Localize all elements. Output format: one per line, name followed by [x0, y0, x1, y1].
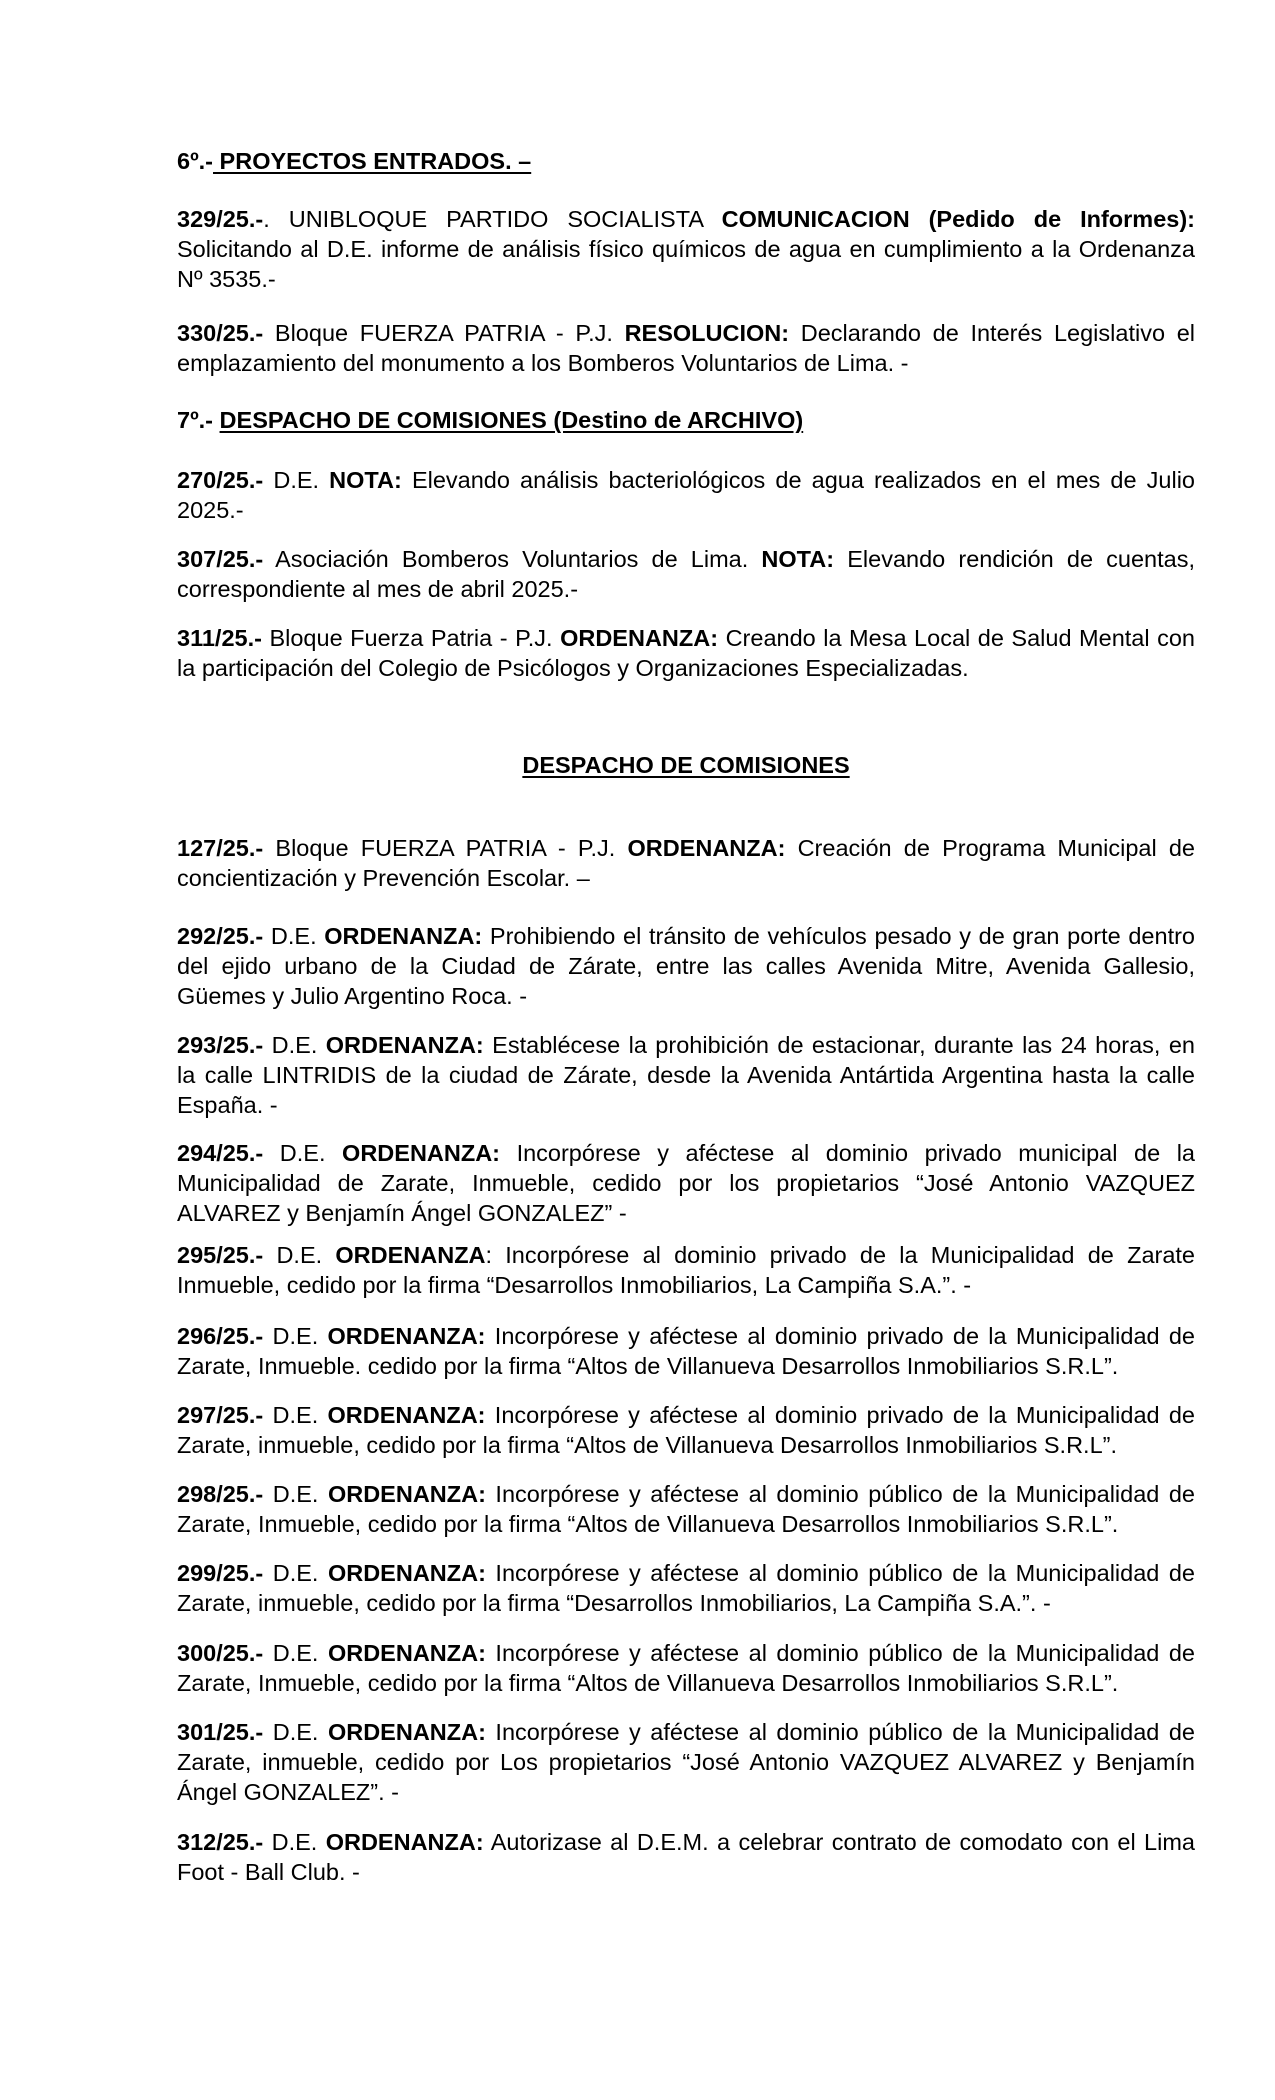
entry-author: D.E. — [263, 1032, 326, 1058]
section-title: PROYECTOS ENTRADOS. – — [213, 148, 532, 174]
entry-text: Creando la Mesa Local de Salud Mental con la participación del Colegio de Psicólogos y Organizaciones Especializadas. — [177, 625, 1195, 681]
entry-type: ORDENANZA: — [327, 1402, 486, 1428]
entry-id: 311/25.- — [177, 625, 262, 651]
entry-text: Incorpórese y aféctese al dominio público de la Municipalidad de Zarate, inmueble, cedido por Los propietarios “José Antonio VAZQUEZ ALVAREZ y Benjamín Ángel GONZALEZ”. - — [177, 1719, 1195, 1805]
entry-330-25 — [177, 318, 1195, 378]
entry-author: D.E. — [263, 1402, 328, 1428]
entry-type: ORDENANZA: — [627, 835, 786, 861]
entry-id-suffix: . — [263, 206, 270, 232]
entry-type: NOTA: — [761, 546, 835, 572]
section-title: DESPACHO DE COMISIONES — [522, 752, 850, 778]
entry-298-25 — [177, 1479, 1195, 1539]
entry-300-25 — [177, 1638, 1195, 1698]
entry-text: Prohibiendo el tránsito de vehículos pesado y de gran porte dentro del ejido urbano de la Ciudad de Zárate, entre las calles Avenida Mitre, Avenida Gallesio, Güemes y Julio Argentino Roca. - — [177, 923, 1195, 1009]
entry-author: D.E. — [263, 1242, 336, 1268]
section-number: 7º.- — [177, 407, 214, 433]
entry-id: 296/25.- — [177, 1323, 264, 1349]
entry-id: 299/25.- — [177, 1560, 264, 1586]
entry-text: Elevando análisis bacteriológicos de agua realizados en el mes de Julio 2025.- — [177, 467, 1195, 523]
entry-295-25 — [177, 1240, 1195, 1300]
entry-type: ORDENANZA — [335, 1242, 486, 1268]
entry-author: D.E. — [263, 1829, 326, 1855]
entry-text: Incorpórese y aféctese al dominio público de la Municipalidad de Zarate, inmueble, cedido por la firma “Desarrollos Inmobiliarios, La Campiña S.A.”. - — [177, 1560, 1195, 1616]
entry-text: Incorpórese y aféctese al dominio público de la Municipalidad de Zarate, Inmueble, cedido por la firma “Altos de Villanueva Desarrollos Inmobiliarios S.R.L”. — [177, 1640, 1195, 1696]
entry-id: 293/25.- — [177, 1032, 264, 1058]
entry-id: 312/25.- — [177, 1829, 264, 1855]
entry-id: 270/25.- — [177, 467, 264, 493]
section-heading-despacho-archivo — [177, 405, 1195, 435]
entry-id: 329/25.- — [177, 206, 264, 232]
entry-author: D.E. — [263, 1323, 328, 1349]
entry-type: ORDENANZA: — [327, 1719, 486, 1745]
entry-author: D.E. — [263, 1481, 328, 1507]
entry-author: Asociación Bomberos Voluntarios de Lima. — [263, 546, 762, 572]
entry-311-25 — [177, 623, 1195, 683]
entry-type: ORDENANZA: — [325, 1032, 484, 1058]
entry-id: 298/25.- — [177, 1481, 264, 1507]
entry-author: Bloque Fuerza Patria - P.J. — [261, 625, 561, 651]
entry-text: Incorpórese y aféctese al dominio privado de la Municipalidad de Zarate, Inmueble. cedido por la firma “Altos de Villanueva Desarrollos Inmobiliarios S.R.L”. — [177, 1323, 1196, 1379]
entry-text: Declarando de Interés Legislativo el emplazamiento del monumento a los Bomberos Voluntarios de Lima. - — [177, 320, 1195, 376]
entry-author: Bloque FUERZA PATRIA - P.J. — [263, 320, 625, 346]
entry-329-25 — [177, 204, 1195, 294]
entry-id: 297/25.- — [177, 1402, 264, 1428]
entry-270-25 — [177, 465, 1195, 525]
entry-id: 330/25.- — [177, 320, 264, 346]
entry-292-25 — [177, 921, 1195, 1011]
entry-text: Autorizase al D.E.M. a celebrar contrato de comodato con el Lima Foot - Ball Club. - — [177, 1829, 1195, 1885]
entry-id: 295/25.- — [177, 1242, 264, 1268]
entry-294-25 — [177, 1138, 1195, 1228]
entry-text: Incorpórese y aféctese al dominio público de la Municipalidad de Zarate, Inmueble, cedido por la firma “Altos de Villanueva Desarrollos Inmobiliarios S.R.L”. — [177, 1481, 1195, 1537]
entry-id: 127/25.- — [177, 835, 264, 861]
entry-type: ORDENANZA: — [327, 1640, 486, 1666]
entry-id: 292/25.- — [177, 923, 264, 949]
entry-301-25 — [177, 1717, 1195, 1807]
entry-type: ORDENANZA: — [324, 923, 483, 949]
entry-author: UNIBLOQUE PARTIDO SOCIALISTA — [269, 206, 722, 232]
section-heading-proyectos-entrados — [177, 146, 1195, 176]
entry-type: NOTA: — [329, 467, 402, 493]
entry-text: Establécese la prohibición de estacionar, durante las 24 horas, en la calle LINTRIDIS de la ciudad de Zárate, desde la Avenida Antártida Argentina hasta la calle España. - — [177, 1032, 1196, 1118]
entry-id: 300/25.- — [177, 1640, 264, 1666]
entry-author: D.E. — [263, 1140, 343, 1166]
entry-296-25 — [177, 1321, 1195, 1381]
entry-text: Incorpórese y aféctese al dominio privado municipal de la Municipalidad de Zarate, Inmueble, cedido por los propietarios “José Antonio VAZQUEZ ALVAREZ y Benjamín Ángel GONZALEZ” - — [177, 1140, 1195, 1226]
entry-type: ORDENANZA: — [327, 1560, 486, 1586]
entry-text: : Incorpórese al dominio privado de la Municipalidad de Zarate Inmueble, cedido por la firma “Desarrollos Inmobiliarios, La Campiña S.A.”. - — [177, 1242, 1196, 1298]
entry-type: ORDENANZA: — [327, 1481, 486, 1507]
entry-text: Incorpórese y aféctese al dominio privado de la Municipalidad de Zarate, inmueble, cedido por la firma “Altos de Villanueva Desarrollos Inmobiliarios S.R.L”. — [177, 1402, 1196, 1458]
entry-299-25 — [177, 1558, 1195, 1618]
entry-author: D.E. — [263, 1560, 328, 1586]
entry-author: D.E. — [263, 1719, 328, 1745]
entry-text: Solicitando al D.E. informe de análisis físico químicos de agua en cumplimiento a la Ordenanza Nº 3535.- — [177, 236, 1195, 292]
entry-297-25 — [177, 1400, 1195, 1460]
entry-text: Creación de Programa Municipal de concientización y Prevención Escolar. – — [177, 835, 1195, 891]
section-number: 6º.- — [177, 148, 214, 174]
entry-id: 294/25.- — [177, 1140, 264, 1166]
entry-author: Bloque FUERZA PATRIA - P.J. — [263, 835, 628, 861]
entry-author: D.E. — [263, 923, 325, 949]
entry-id: 301/25.- — [177, 1719, 264, 1745]
entry-text: Elevando rendición de cuentas, correspondiente al mes de abril 2025.- — [177, 546, 1195, 602]
entry-type: ORDENANZA: — [327, 1323, 486, 1349]
entry-type: ORDENANZA: — [325, 1829, 484, 1855]
entry-type: RESOLUCION: — [624, 320, 790, 346]
entry-type: ORDENANZA: — [560, 625, 719, 651]
entry-312-25 — [177, 1827, 1195, 1887]
entry-author: D.E. — [263, 467, 330, 493]
entry-type: COMUNICACION (Pedido de Informes): — [721, 206, 1195, 232]
entry-127-25 — [177, 833, 1195, 893]
entry-307-25 — [177, 544, 1195, 604]
entry-type: ORDENANZA: — [342, 1140, 501, 1166]
section-heading-despacho-comisiones — [177, 750, 1195, 780]
section-title: DESPACHO DE COMISIONES (Destino de ARCHIVO) — [219, 407, 804, 433]
entry-id: 307/25.- — [177, 546, 264, 572]
entry-author: D.E. — [263, 1640, 328, 1666]
entry-293-25 — [177, 1030, 1195, 1120]
